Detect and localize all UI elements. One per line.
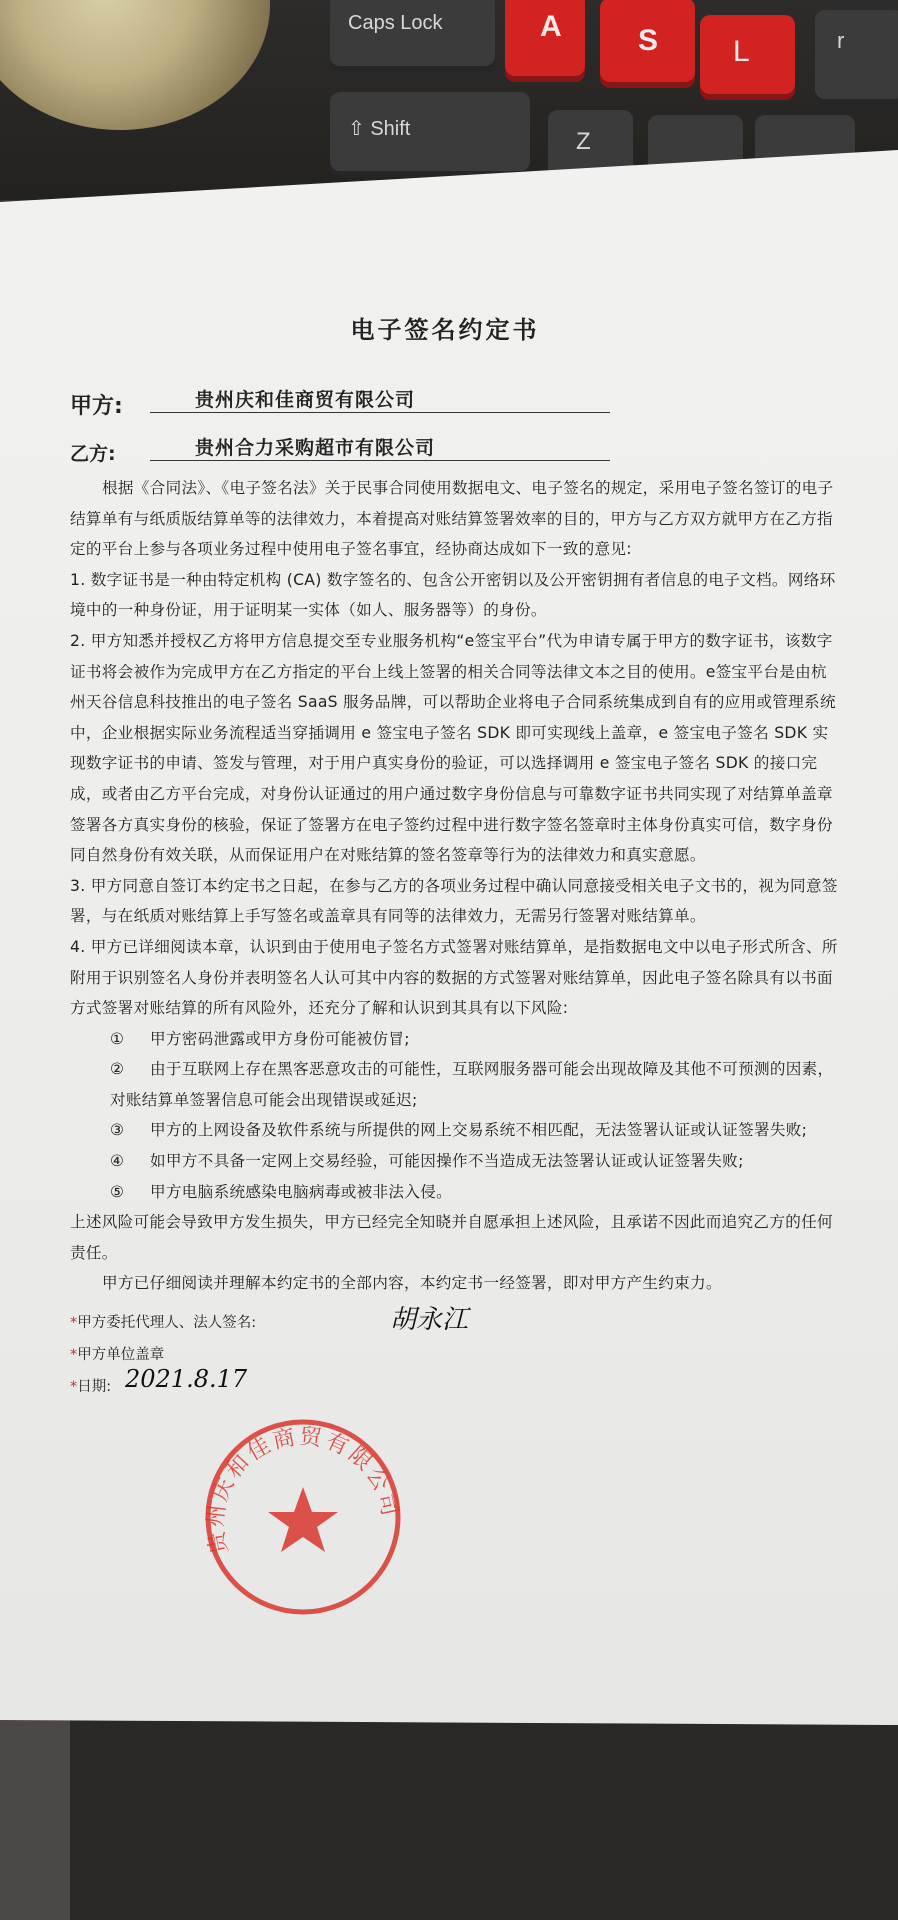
signature-agent-line (70, 1305, 840, 1343)
risk-number: ④ (110, 1152, 125, 1171)
key-label: r (837, 28, 845, 53)
required-star: * (70, 1379, 78, 1396)
key-r (815, 10, 898, 105)
risk-text: 如甲方不具备一定网上交易经验，可能因操作不当造成无法签署认证或认证签署失败; (150, 1152, 744, 1171)
closing-risk-statement: 上述风险可能会导致甲方发生损失，甲方已经完全知晓并自愿承担上述风险，且承诺不因此而追究乙方的任何责任。 (70, 1213, 833, 1262)
party-a-line (70, 385, 840, 425)
risk-number: ② (110, 1060, 125, 1079)
table-surface (0, 1720, 898, 1920)
stamp-label: 甲方单位盖章 (77, 1347, 165, 1364)
document-body (70, 473, 840, 1299)
risk-text: 甲方密码泄露或甲方身份可能被仿冒; (150, 1029, 410, 1048)
risk-text: 甲方电脑系统感染电脑病毒或被非法入侵。 (150, 1182, 452, 1201)
party-b-value: 贵州合力采购超市有限公司 (150, 433, 610, 461)
risk-number: ⑤ (110, 1182, 125, 1201)
document-title: 电子签名约定书 (350, 316, 540, 344)
risk-item (70, 1054, 840, 1115)
required-star: * (70, 1315, 78, 1332)
document-content (70, 310, 840, 1407)
risk-item (70, 1115, 840, 1146)
key-label: Z (576, 128, 591, 155)
intro-paragraph: 根据《合同法》、《电子签名法》关于民事合同使用数据电文、电子签名的规定，采用电子签名签订的电子结算单有与纸质版结算单等的法律效力，本着提高对账结算签署效率的目的，甲方与乙方双方就甲方在乙方指定的平台上参与各项业务过程中使用电子签名事宜，经协商达成如下一致的意见: (70, 479, 834, 559)
coin-object (0, 0, 270, 130)
clause-1: 1. 数字证书是一种由特定机构 (CA) 数字签名的、包含公开密钥以及公开密钥拥有者信息的电子文档。网络环境中的一种身份证，用于证明某一实体（如人、服务器等）的身份。 (70, 570, 836, 620)
key-label: S (638, 24, 659, 57)
risk-item (70, 1146, 840, 1177)
company-seal-icon (198, 1412, 408, 1622)
key-label: ⇧ Shift (348, 118, 411, 140)
key-s (600, 0, 695, 88)
party-a-value: 贵州庆和佳商贸有限公司 (150, 385, 610, 413)
risk-text: 由于互联网上存在黑客恶意攻击的可能性，互联网服务器可能会出现故障及其他不可预测的因素，对账结算单签署信息可能会出现错误或延迟; (110, 1060, 834, 1109)
party-b-line (70, 433, 840, 473)
clause-2: 2. 甲方知悉并授权乙方将甲方信息提交至专业服务机构“e签宝平台”代为申请专属于甲方的数字证书，该数字证书将会被作为完成甲方在乙方指定的平台上线上签署的相关合同等法律文本之目的使用。e签宝平台是由杭州天谷信息科技推出的电子签名 SaaS 服务品牌，可以帮助企业将电子合同系统集成到自有的应用或管理系统中，企业根据实际业务流程适当穿插调用 e 签宝电子签名 SDK 即可实现线上盖章，e 签宝电子签名 SDK 实现数字证书的申请、签发与管理，对于用户真实身份的验证，可以选择调用 e 签宝电子签名 SDK 的接口完成，或者由乙方平台完成，对身份认证通过的用户通过数字身份信息与可靠数字证书共同实现了对结算单盖章签署各方真实身份的核验，保证了签署方在电子签约过程中进行数字签名签章时主体身份真实可信，数字身份同自然身份有效关联，从而保证用户在对账结算的签名签章等行为的法律效力和真实意愿。 (70, 631, 836, 865)
handwritten-signature: 胡永江 (390, 1305, 469, 1336)
key-label: Caps Lock (348, 12, 443, 34)
handwritten-date: 2021.8.17 (125, 1365, 248, 1394)
key-caps-lock (330, 0, 495, 72)
risk-number: ① (110, 1029, 125, 1048)
key-a (505, 0, 585, 82)
seal-star-icon (268, 1487, 338, 1552)
key-label: L (733, 35, 750, 68)
seal-text: 贵州庆和佳商贸有限公司 (203, 1424, 403, 1557)
party-b-label: 乙方: (70, 443, 116, 465)
risk-text: 甲方的上网设备及软件系统与所提供的网上交易系统不相匹配，无法签署认证或认证签署失败; (150, 1121, 808, 1140)
key-shift (330, 92, 530, 177)
risk-number: ③ (110, 1121, 125, 1140)
required-star: * (70, 1347, 78, 1364)
agent-label: 甲方委托代理人、法人签名: (77, 1315, 257, 1332)
closing-binding-statement: 甲方已仔细阅读并理解本约定书的全部内容，本约定书一经签署，即对甲方产生约束力。 (102, 1274, 722, 1293)
risk-item (70, 1024, 840, 1055)
key-label: A (540, 10, 562, 43)
table-edge (0, 1720, 70, 1920)
date-label: 日期: (77, 1379, 112, 1396)
key-l (700, 15, 795, 100)
signature-date-line (70, 1365, 840, 1407)
party-a-label: 甲方: (70, 394, 123, 419)
clause-3: 3. 甲方同意自签订本约定书之日起，在参与乙方的各项业务过程中确认同意接受相关电子文书的，视为同意签署，与在纸质对账结算上手写签名或盖章具有同等的法律效力，无需另行签署对账结算单。 (70, 876, 838, 926)
risk-item (70, 1177, 840, 1208)
clause-4: 4. 甲方已详细阅读本章，认识到由于使用电子签名方式签署对账结算单，是指数据电文中以电子形式所含、所附用于识别签名人身份并表明签名人认可其中内容的数据的方式签署对账结算单，因此电子签名除具有以书面方式签署对账结算的所有风险外，还充分了解和认识到其具有以下风险: (70, 937, 838, 1018)
